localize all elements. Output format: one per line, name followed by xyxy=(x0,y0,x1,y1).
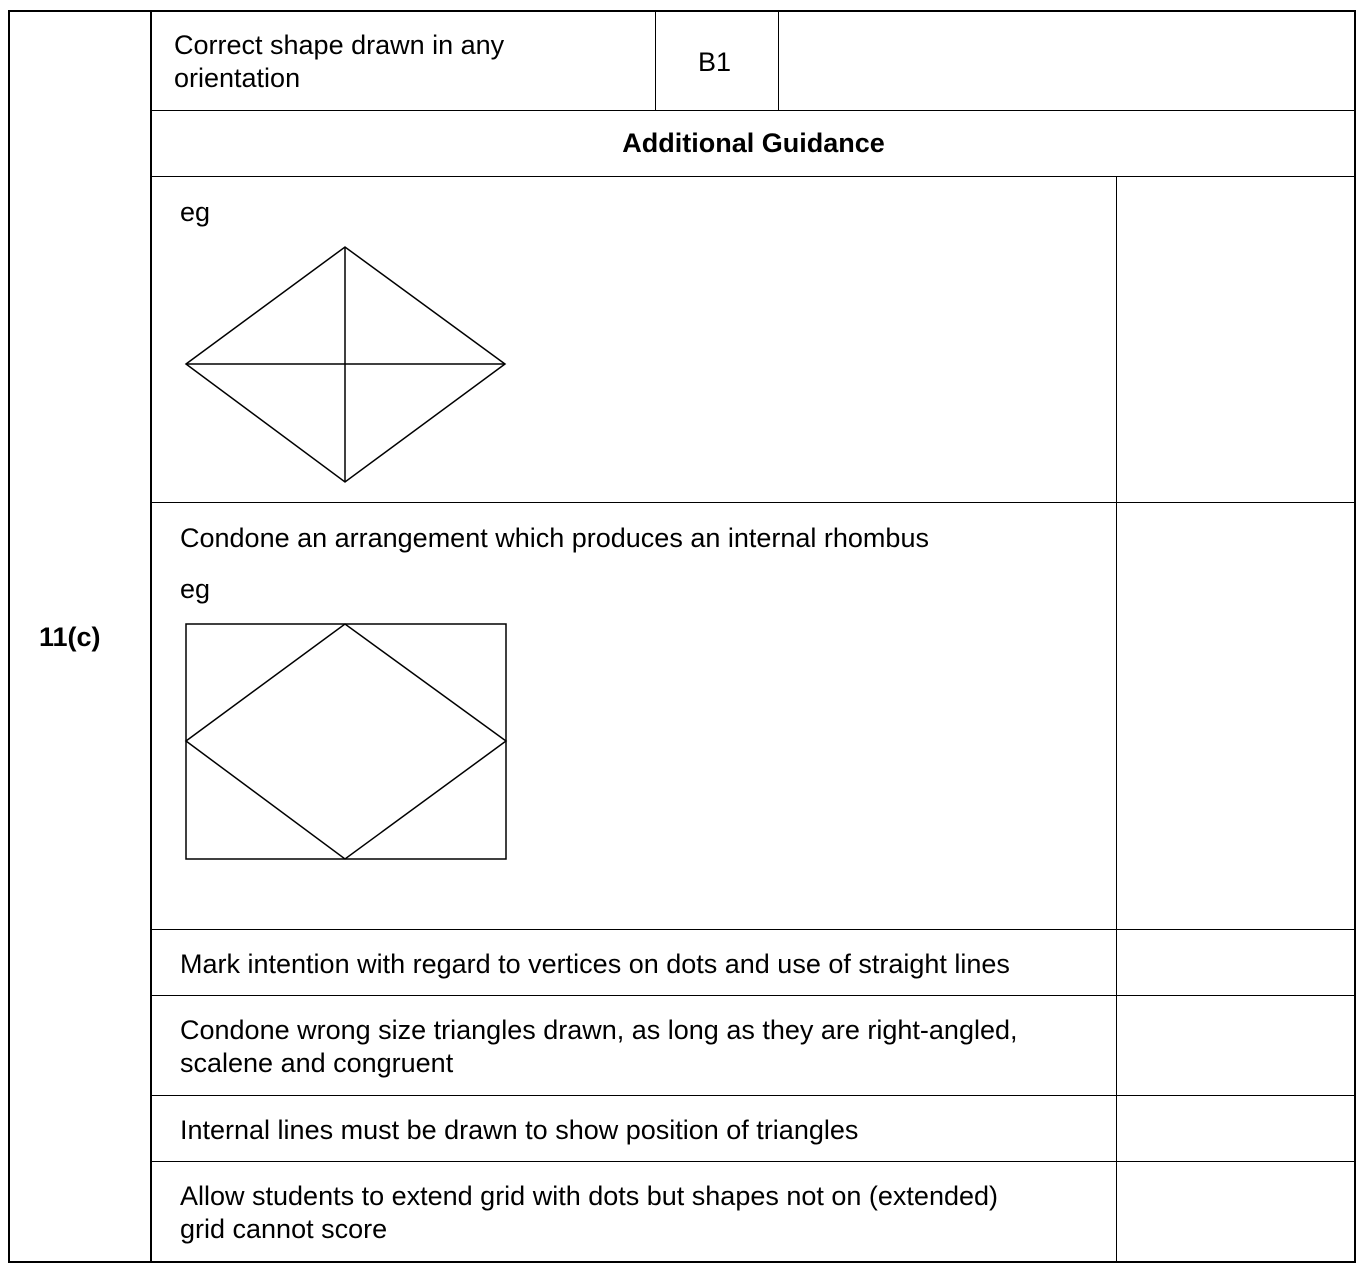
question-column-divider xyxy=(150,10,152,1263)
mark-code: B1 xyxy=(698,47,732,77)
rule-after-heading xyxy=(151,176,1356,177)
table-border-right xyxy=(1354,10,1356,1263)
rule-after-note2 xyxy=(151,1095,1356,1096)
mark-column-divider-left xyxy=(655,10,656,111)
note-1-line1: Mark intention with regard to vertices on dots and use of straight lines xyxy=(180,949,1010,979)
guidance-heading: Additional Guidance xyxy=(622,128,885,158)
table-border-left xyxy=(8,10,10,1263)
note-2-line2: scalene and congruent xyxy=(180,1048,454,1078)
note-2-line1: Condone wrong size triangles drawn, as long as they are right-angled, xyxy=(180,1015,1018,1045)
mark-column-divider-right xyxy=(778,10,779,111)
rule-after-example2 xyxy=(151,929,1356,930)
mark-criterion-line2: orientation xyxy=(174,63,301,93)
note-4-line2: grid cannot score xyxy=(180,1214,388,1244)
rule-after-note3 xyxy=(151,1161,1356,1162)
table-border-bottom xyxy=(8,1261,1356,1263)
note-3-line1: Internal lines must be drawn to show position of triangles xyxy=(180,1115,859,1145)
mark-criterion-line1: Correct shape drawn in any xyxy=(174,30,505,60)
example2-label: eg xyxy=(180,574,211,604)
guidance-comment-column-divider xyxy=(1116,176,1117,1263)
example2-intro: Condone an arrangement which produces an internal rhombus xyxy=(180,523,929,553)
rectangle-internal-rhombus-diagram xyxy=(180,618,510,864)
rhombus-diagonals-diagram xyxy=(180,240,510,490)
example1-label: eg xyxy=(180,197,211,227)
rule-after-note1 xyxy=(151,995,1356,996)
table-border-top xyxy=(8,10,1356,12)
question-number: 11(c) xyxy=(39,622,101,652)
rule-after-mark-row xyxy=(151,110,1356,111)
rule-after-example1 xyxy=(151,502,1356,503)
note-4-line1: Allow students to extend grid with dots but shapes not on (extended) xyxy=(180,1181,999,1211)
